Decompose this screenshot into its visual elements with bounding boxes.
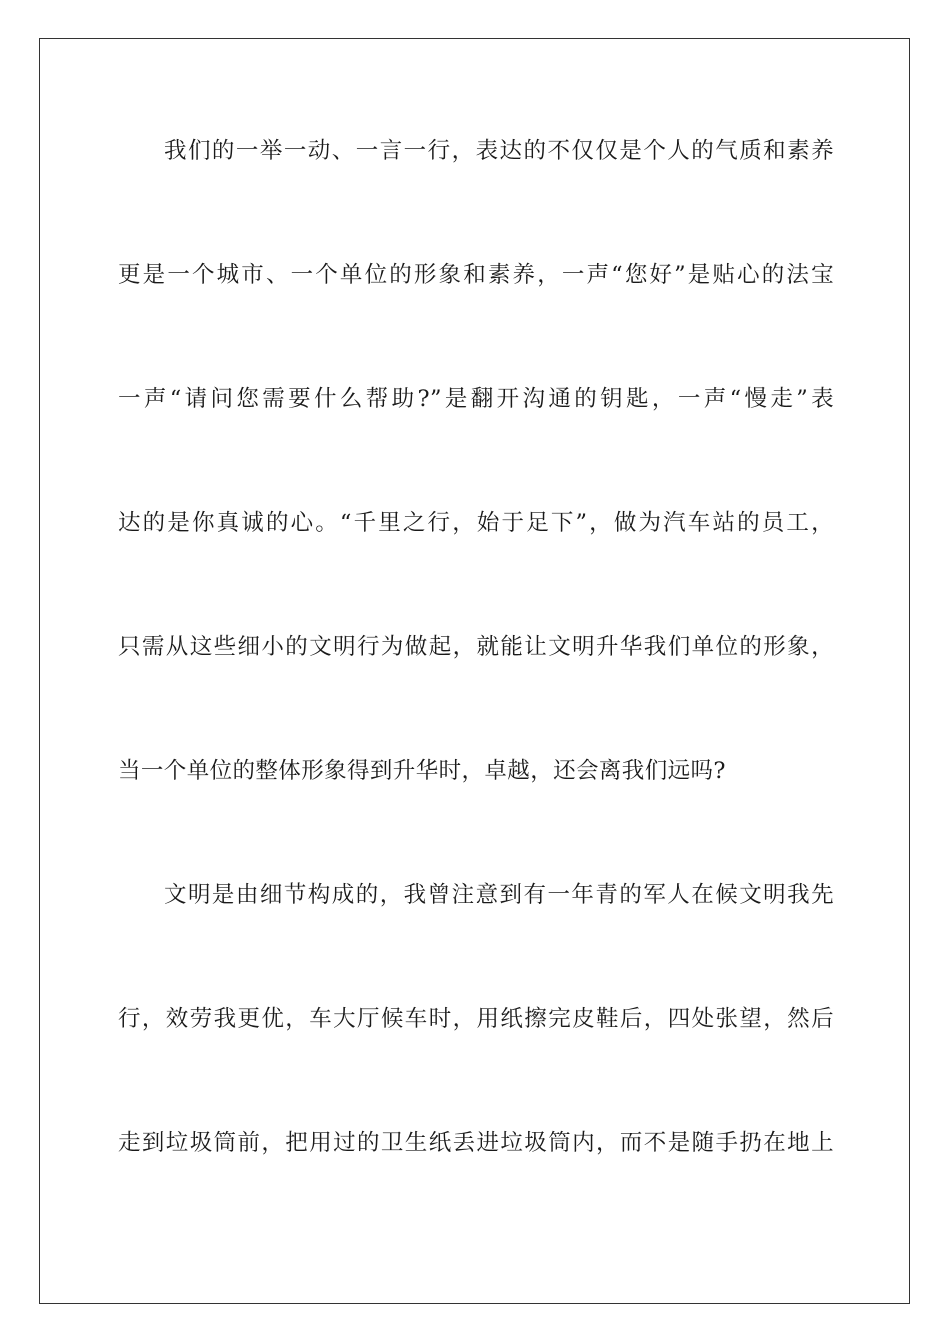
paragraph-2-line-1: 文明是由细节构成的，我曾注意到有一年青的军人在候文明我先 bbox=[164, 882, 834, 908]
page-border bbox=[39, 38, 910, 1304]
paragraph-1-line-3: 一声“请问您需要什么帮助?”是翻开沟通的钥匙，一声“慢走”表 bbox=[118, 386, 834, 412]
paragraph-1-line-1: 我们的一举一动、一言一行，表达的不仅仅是个人的气质和素养 bbox=[164, 138, 834, 164]
paragraph-1-line-2: 更是一个城市、一个单位的形象和素养，一声“您好”是贴心的法宝 bbox=[118, 262, 834, 288]
paragraph-2-line-3: 走到垃圾筒前，把用过的卫生纸丢进垃圾筒内，而不是随手扔在地上 bbox=[118, 1130, 834, 1156]
paragraph-1-line-4: 达的是你真诚的心。“千里之行，始于足下”，做为汽车站的员工， bbox=[118, 510, 834, 536]
paragraph-2-line-2: 行，效劳我更优，车大厅候车时，用纸擦完皮鞋后，四处张望，然后 bbox=[118, 1006, 834, 1032]
paragraph-1-line-6: 当一个单位的整体形象得到升华时，卓越，还会离我们远吗? bbox=[118, 758, 726, 784]
paragraph-1-line-5: 只需从这些细小的文明行为做起，就能让文明升华我们单位的形象， bbox=[118, 634, 834, 660]
